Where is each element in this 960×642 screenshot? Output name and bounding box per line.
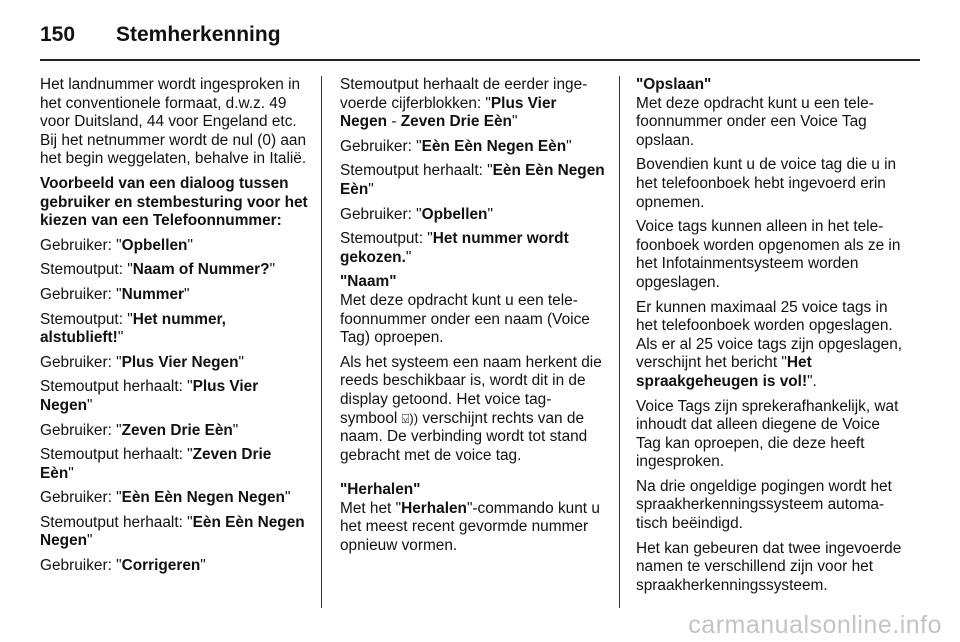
paragraph: [40, 378, 308, 415]
text-run: Gebruiker: ": [40, 421, 122, 439]
bold-text: Opbellen: [421, 205, 488, 223]
text-run: ": [184, 285, 190, 303]
paragraph: [636, 218, 906, 292]
paragraph: [40, 354, 308, 373]
text-run: ": [68, 464, 74, 482]
text-run: Gebruiker: ": [40, 353, 122, 371]
bold-text: Het nummer, alstublieft!: [40, 310, 226, 347]
text-run: ": [232, 421, 239, 439]
section-heading: [340, 481, 606, 500]
text-run: Stemoutput herhaalt: ": [40, 513, 193, 531]
page-header: [40, 20, 281, 50]
paragraph: [340, 354, 606, 466]
column-divider-2: [619, 76, 620, 608]
text-run: Met het ": [340, 499, 402, 517]
paragraph: [40, 446, 308, 483]
voice-tag-icon: ⍌)): [401, 410, 419, 426]
text-run: Gebruiker: ": [40, 557, 122, 575]
paragraph: [40, 175, 308, 231]
bold-text: Herhalen: [401, 499, 467, 517]
text-run: verschijnt rechts van de naam. De verbinding wordt tot stand gebracht met de voice tag.: [340, 409, 588, 464]
text-run: ": [87, 532, 93, 550]
paragraph: [40, 514, 308, 551]
bold-text: Naam of Nummer?: [132, 261, 270, 279]
text-run: Stemoutput herhaalt: ": [340, 162, 493, 180]
paragraph: [340, 206, 606, 225]
section-heading: [340, 273, 606, 292]
text-run: ": [269, 261, 276, 279]
bold-text: Plus Vier Negen: [121, 353, 239, 371]
paragraph: [40, 422, 308, 441]
column-3: [636, 76, 906, 601]
column-divider-1: [321, 76, 322, 608]
text-run: ": [368, 180, 374, 198]
text-run: ".: [807, 372, 817, 390]
text-run: Het kan gebeuren dat twee ingevoerde namen te verschillend zijn voor het spraakherkenningssysteem.: [636, 539, 902, 594]
bold-text: "Naam": [340, 273, 397, 291]
bold-text: "Herhalen": [340, 481, 421, 499]
bold-text: Het nummer wordt gekozen.: [340, 230, 569, 266]
text-run: Er kunnen maximaal 25 voice tags in het telefoonboek worden opgeslagen. Als er al 25 voice tags zijn opgeslagen, verschijnt het bericht ": [636, 298, 903, 372]
text-run: Het landnummer wordt ingesproken in het conventionele formaat, d.w.z. 49 voor Duitsland, 44 voor Engeland etc. Bij het netnummer wordt de nul (0) aan het begin weggelaten, behalve in Italië.: [40, 76, 307, 168]
text-run: Bovendien kunt u de voice tag die u in het telefoonboek hebt ingevoerd erin opnemen.: [636, 156, 897, 211]
paragraph: [340, 162, 606, 199]
text-run: ": [187, 236, 193, 254]
watermark: carmanualsonline.info: [688, 611, 942, 639]
bold-text: Zeven Drie Eèn: [40, 446, 272, 482]
paragraph: [636, 299, 906, 392]
bold-text: Corrigeren: [121, 557, 201, 575]
bold-text: Eèn Eèn Negen Negen: [40, 513, 305, 550]
paragraph: [40, 286, 308, 305]
text-run: ": [200, 557, 206, 575]
text-run: ": [487, 205, 493, 223]
paragraph: [636, 156, 906, 212]
paragraph: [636, 398, 906, 472]
text-run: Gebruiker: ": [40, 236, 122, 254]
paragraph: [340, 500, 606, 556]
paragraph: [40, 311, 308, 348]
paragraph: [636, 478, 906, 534]
text-run: Voice tags kunnen alleen in het telefoonboek worden opgenomen als ze in het Infotainmentsysteem worden opgeslagen.: [636, 218, 901, 291]
text-run: ": [238, 353, 244, 371]
text-run: Gebruiker: ": [40, 489, 122, 507]
bold-text: Eèn Eèn Negen Eèn: [421, 137, 567, 155]
paragraph: [340, 292, 606, 348]
text-run: Met deze opdracht kunt u een telefoonnummer onder een Voice Tag opslaan.: [636, 94, 874, 149]
text-run: Gebruiker: ": [340, 137, 422, 155]
bold-text: Nummer: [121, 285, 185, 303]
text-run: ": [511, 113, 518, 131]
text-run: Na drie ongeldige pogingen wordt het spraakherkenningssysteem automatisch beëindigd.: [636, 477, 892, 533]
text-run: Met deze opdracht kunt u een telefoonnummer onder een naam (Voice Tag) oproepen.: [340, 291, 590, 347]
section-heading: [636, 76, 906, 95]
bold-text: Het spraakgeheugen is vol!: [636, 354, 812, 390]
text-run: Stemoutput herhaalt: ": [40, 378, 193, 396]
paragraph: [340, 76, 606, 132]
text-run: ": [87, 396, 93, 414]
paragraph: [40, 489, 308, 508]
text-run: Gebruiker: ": [40, 285, 122, 303]
text-run: Stemoutput herhaalt: ": [40, 446, 193, 464]
paragraph: [40, 237, 308, 256]
text-run: Stemoutput: ": [40, 310, 133, 328]
text-run: ": [405, 248, 412, 266]
bold-text: Zeven Drie Eèn: [121, 421, 233, 439]
bold-text: Zeven Drie Eèn: [400, 113, 512, 131]
bold-text: "Opslaan": [636, 76, 712, 93]
column-2: [340, 76, 606, 562]
text-run: Voice Tags zijn sprekerafhankelijk, wat inhoudt dat alleen diegene de Voice Tag kan oproepen, die deze heeft ingesproken.: [636, 397, 899, 471]
paragraph: [40, 261, 308, 280]
text-run: ": [566, 137, 572, 155]
text-run: Als het systeem een naam herkent die reeds beschikbaar is, wordt dit in de display getoond. Het voice tag-symbool: [340, 353, 602, 427]
bold-text: Plus Vier Negen: [40, 378, 259, 414]
column-1: [40, 76, 308, 582]
page-number: 150: [40, 23, 76, 46]
bold-text: Voorbeeld van een dialoog tussen gebruiker en stembesturing voor het kiezen van een Telefoonnummer:: [40, 174, 308, 230]
paragraph: [40, 557, 308, 576]
text-run: Stemoutput: ": [40, 261, 133, 279]
paragraph: [636, 540, 906, 596]
bold-text: Opbellen: [121, 236, 188, 254]
chapter-title: Stemherkenning: [116, 23, 281, 46]
text-run: Gebruiker: ": [340, 205, 422, 223]
paragraph: [340, 230, 606, 267]
paragraph: [40, 76, 308, 169]
header-rule: [40, 59, 920, 61]
text-run: Stemoutput herhaalt de eerder ingevoerde cijferblokken: ": [340, 76, 588, 112]
bold-text: Plus Vier Negen: [340, 94, 557, 131]
text-run: -: [387, 113, 401, 131]
text-run: "-commando kunt u het meest recent gevormde nummer opnieuw vormen.: [340, 499, 600, 555]
text-run: ": [117, 329, 124, 347]
paragraph: [340, 138, 606, 157]
bold-text: Eèn Eèn Negen Eèn: [340, 162, 605, 198]
paragraph: [636, 95, 906, 151]
text-run: ": [284, 489, 291, 507]
paragraph-gap: [340, 471, 606, 481]
bold-text: Eèn Eèn Negen Negen: [121, 489, 285, 507]
text-run: Stemoutput: ": [340, 230, 433, 248]
